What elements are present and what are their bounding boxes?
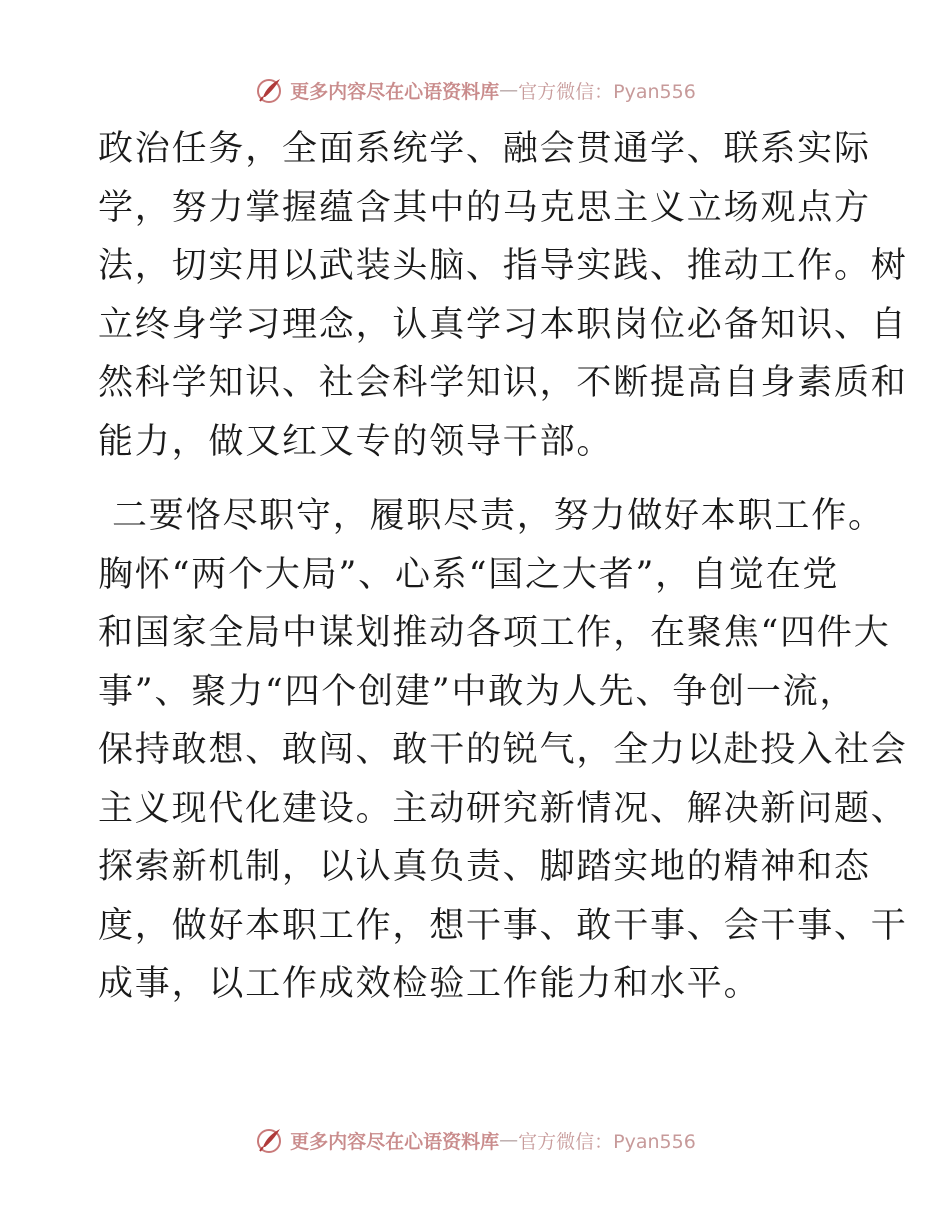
text-line: 保持敢想、敢闯、敢干的锐气，全力以赴投入社会 [98,730,908,770]
text-line: 事”、聚力“四个创建”中敢为人先、争创一流， [98,671,857,712]
paragraph-2 [98,487,908,1014]
footer-watermark [0,1122,950,1158]
paragraph-1 [98,120,908,471]
quill-logo-icon [254,1125,284,1155]
text-line: 法，切实用以武装头脑、指导实践、推动工作。树 [98,246,908,286]
text-line: 和国家全局中谋划推动各项工作，在聚焦“四件大 [98,613,891,653]
text-line: 能力，做又红又专的领导干部。 [98,421,614,462]
text-line: 然科学知识、社会科学知识，不断提高自身素质和 [98,363,908,403]
watermark-contact: 官方微信：Pyan556 [518,1130,696,1153]
watermark-brand: 更多内容尽在心语资料库 [290,80,500,103]
text-line: 立终身学习理念，认真学习本职岗位必备知识、自 [98,304,908,345]
text-line: 主义现代化建设。主动研究新情况、解决新问题、 [98,788,908,829]
watermark-dash: — [499,1129,519,1151]
text-line: 胸怀“两个大局”、心系“国之大者”，自觉在党 [98,554,840,595]
text-line: 探索新机制，以认真负责、脚踏实地的精神和态 [98,847,871,887]
text-line: 成事，以工作成效检验工作能力和水平。 [98,964,761,1004]
text-line: 学，努力掌握蕴含其中的马克思主义立场观点方 [98,187,871,228]
watermark-dash: — [499,79,519,101]
quill-logo-icon [254,75,284,105]
document-body [98,120,908,1014]
header-watermark [0,72,950,108]
watermark-contact: 官方微信：Pyan556 [518,80,696,103]
text-line: 度，做好本职工作，想干事、敢干事、会干事、干 [98,905,908,946]
text-line: 二要恪尽职守，履职尽责，努力做好本职工作。 [112,496,885,536]
watermark-brand: 更多内容尽在心语资料库 [290,1130,500,1153]
text-line: 政治任务，全面系统学、融会贯通学、联系实际 [98,129,871,169]
